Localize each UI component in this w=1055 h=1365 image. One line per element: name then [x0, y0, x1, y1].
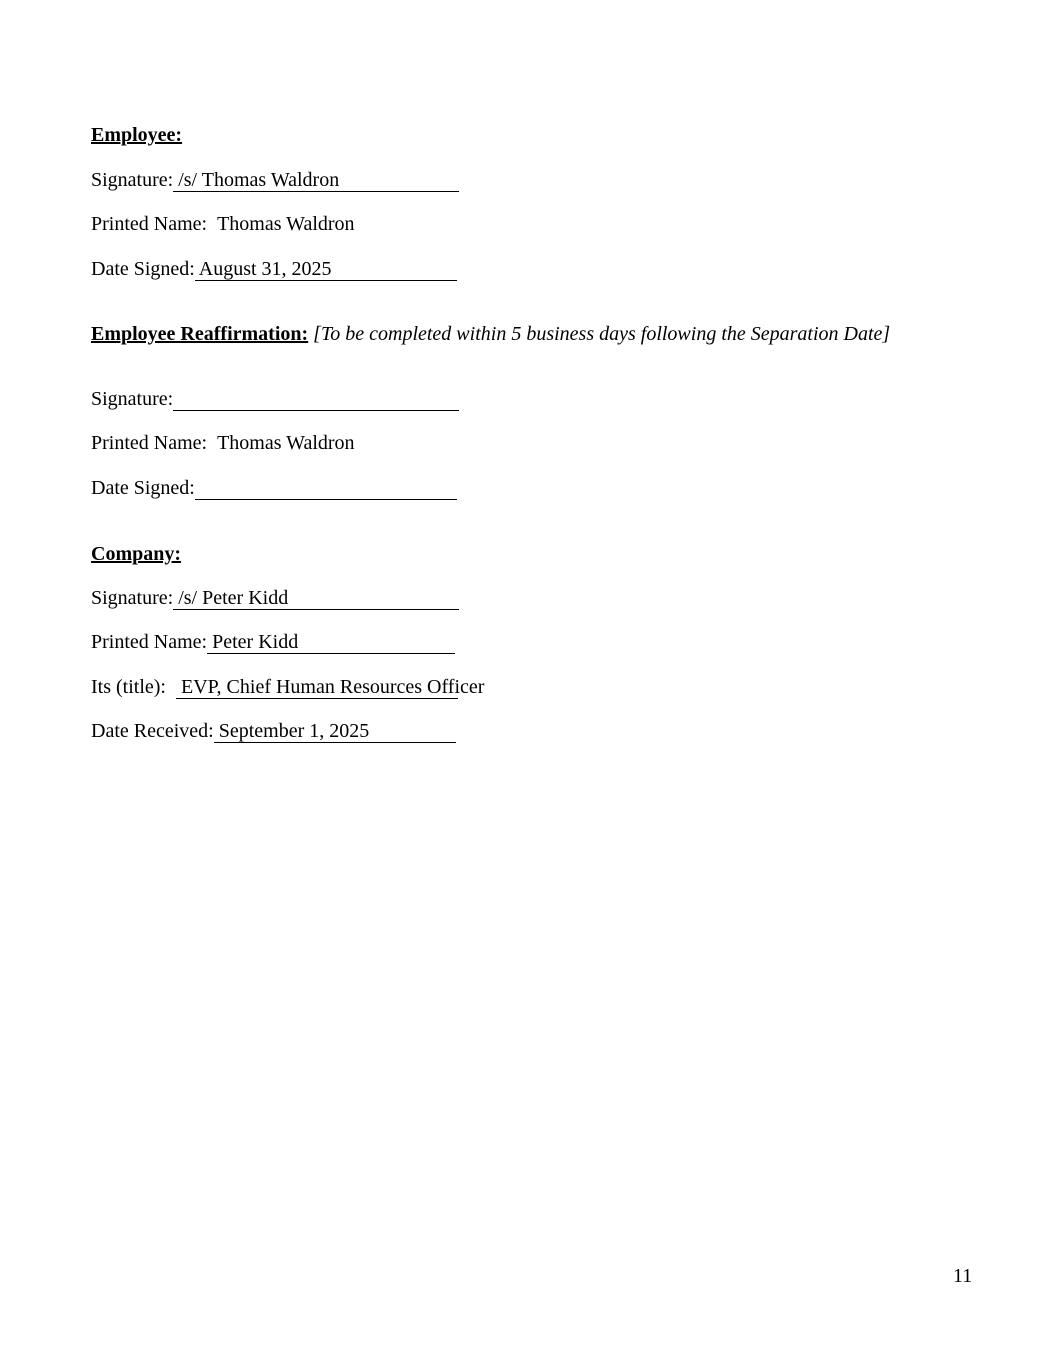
- employee-printed-name-label: Printed Name:: [91, 213, 208, 235]
- reaffirmation-printed-name-value: Thomas Waldron: [217, 432, 355, 454]
- reaffirmation-signature-label: Signature:: [91, 388, 174, 410]
- reaffirmation-printed-name-row: [91, 430, 355, 456]
- reaffirmation-note: [To be completed within 5 business days following the Separation Date]: [313, 323, 891, 345]
- company-date-received-row: [91, 718, 456, 744]
- company-signature-field[interactable]: [173, 585, 459, 611]
- employee-date-signed-row: [91, 256, 457, 282]
- reaffirmation-signature-underline: [173, 410, 459, 411]
- employee-date-signed-value: August 31, 2025: [194, 258, 332, 280]
- employee-signature-field[interactable]: [173, 167, 459, 193]
- company-signature-value: /s/ Peter Kidd: [173, 587, 289, 609]
- reaffirmation-printed-name-label: Printed Name:: [91, 432, 208, 454]
- company-printed-name-value: Peter Kidd: [207, 631, 299, 653]
- company-signature-underline: [173, 609, 459, 610]
- employee-signature-value: /s/ Thomas Waldron: [173, 169, 340, 191]
- company-signature-label: Signature:: [91, 587, 174, 609]
- company-title-label: Its (title):: [91, 676, 166, 698]
- company-printed-name-label: Printed Name:: [91, 631, 208, 653]
- employee-signature-label: Signature:: [91, 169, 174, 191]
- company-date-received-underline: [214, 742, 456, 743]
- employee-signature-row: [91, 167, 459, 193]
- company-printed-name-row: [91, 629, 455, 655]
- reaffirmation-date-signed-label: Date Signed:: [91, 477, 195, 499]
- company-title-value: EVP, Chief Human Resources Officer: [175, 676, 485, 698]
- employee-date-signed-underline: [195, 280, 457, 281]
- reaffirmation-signature-field[interactable]: [173, 386, 459, 412]
- employee-heading: Employee:: [91, 124, 183, 146]
- company-date-received-field[interactable]: [214, 718, 456, 744]
- employee-printed-name-value: Thomas Waldron: [217, 213, 355, 235]
- employee-signature-underline: [173, 191, 459, 192]
- company-title-field[interactable]: [175, 674, 485, 700]
- company-heading: Company:: [91, 543, 182, 565]
- company-date-received-value: September 1, 2025: [213, 720, 370, 742]
- company-title-underline: [176, 698, 458, 699]
- company-signature-row: [91, 585, 459, 611]
- reaffirmation-heading-row: [91, 321, 890, 347]
- employee-printed-name-row: [91, 211, 355, 237]
- reaffirmation-date-signed-field[interactable]: [195, 475, 457, 501]
- page-number: 11: [953, 1265, 973, 1287]
- company-date-received-label: Date Received:: [91, 720, 214, 742]
- reaffirmation-date-signed-underline: [195, 499, 457, 500]
- reaffirmation-signature-row: [91, 386, 459, 412]
- company-printed-name-field[interactable]: [207, 629, 455, 655]
- reaffirmation-heading: Employee Reaffirmation:: [91, 323, 309, 345]
- employee-date-signed-field[interactable]: [195, 256, 457, 282]
- reaffirmation-date-signed-row: [91, 475, 457, 501]
- company-printed-name-underline: [207, 653, 455, 654]
- employee-date-signed-label: Date Signed:: [91, 258, 195, 280]
- company-title-row: [91, 674, 485, 700]
